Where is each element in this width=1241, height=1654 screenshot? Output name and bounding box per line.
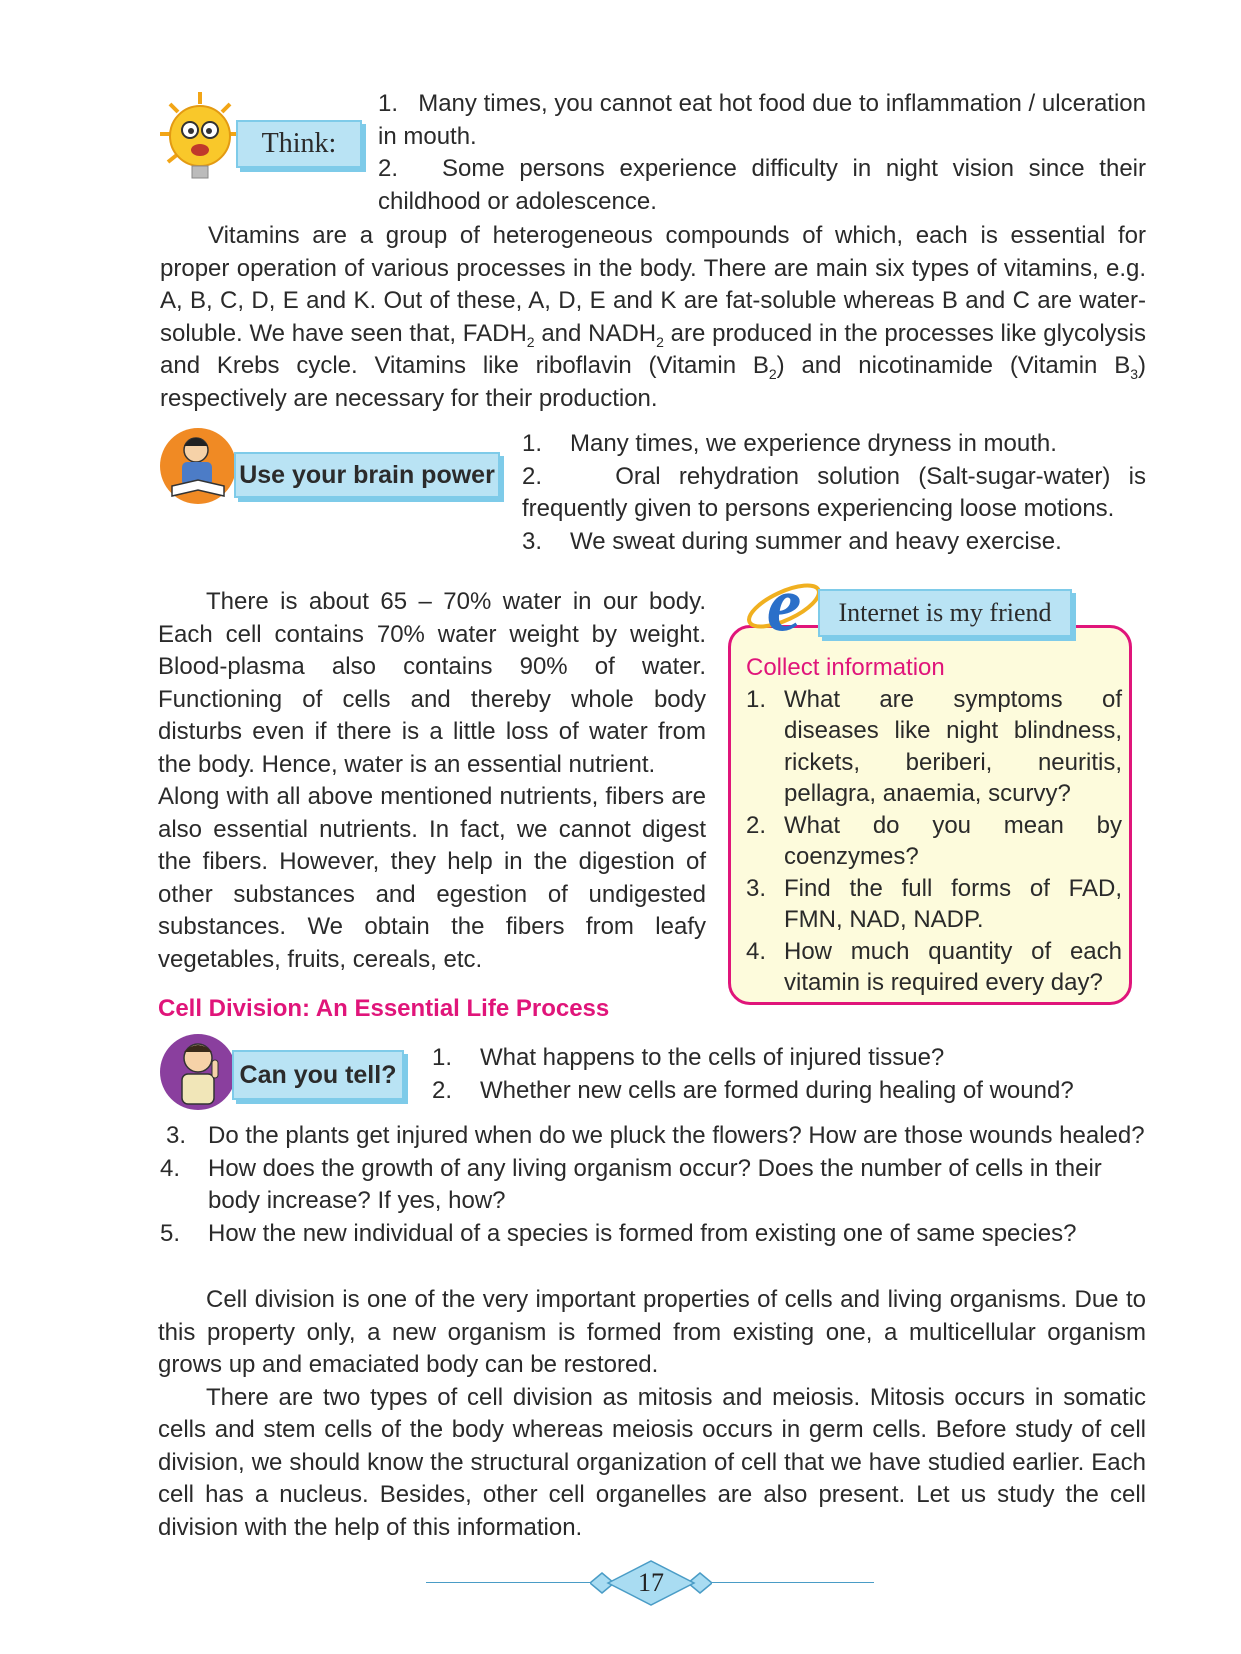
list-item [746, 873, 1122, 936]
list-number: 2. [522, 462, 543, 490]
page-number: 17 [638, 1568, 664, 1597]
list-text: Some persons experience difficulty in night vision since their childhood or adolescence. [378, 155, 1146, 215]
brain-list [522, 428, 1146, 558]
list-item [160, 1153, 1146, 1218]
list-item [160, 1218, 1146, 1251]
think-label: Think: [236, 120, 362, 168]
list-number: 4. [746, 937, 767, 965]
subscript: 2 [656, 333, 664, 350]
list-text: Many times, you cannot eat hot food due to inflammation / ulceration in mouth. [378, 90, 1146, 150]
list-number: 2. [378, 155, 399, 182]
list-number: 3. [166, 1122, 187, 1149]
list-number: 1. [522, 430, 543, 457]
list-text: How much quantity of each vitamin is required every day? [784, 937, 1122, 996]
think-item-2 [378, 153, 1146, 218]
collect-info-heading: Collect information [746, 654, 945, 681]
list-number: 2. [746, 811, 767, 839]
footer-rule-left [426, 1582, 596, 1583]
list-text: We sweat during summer and heavy exercise. [570, 527, 1062, 555]
list-text: How does the growth of any living organism occur? Does the number of cells in their body increase? If yes, how? [208, 1154, 1102, 1214]
division-paragraph-1: Cell division is one of the very important properties of cells and living organisms. Due to this property only, a new organism is formed from existing one, a multicellular organism grows up and emaciated body can be restored. [158, 1286, 1146, 1378]
can-you-tell-label: Can you tell? [232, 1050, 404, 1100]
text-run: are produced in the processes like glycolysis and Krebs cycle. Vitamins like riboflavin (Vitamin B [160, 319, 1147, 379]
list-text: Oral rehydration solution (Salt-sugar-water) is frequently given to persons experiencing loose motions. [522, 462, 1146, 522]
list-number: 5. [160, 1219, 181, 1247]
list-number: 3. [522, 527, 543, 555]
text-run: ) and nicotinamide (Vitamin B [776, 352, 1131, 379]
fiber-paragraph: Along with all above mentioned nutrients, fibers are also essential nutrients. In fact, we cannot digest the fibers. However, they help in the digestion of other substances and egestion of undigested substances. We obtain the fibers from leafy vegetables, fruits, cereals, etc. [158, 783, 706, 973]
list-item [746, 684, 1122, 810]
list-number: 3. [746, 874, 767, 902]
list-number: 1. [432, 1044, 453, 1071]
list-item [522, 428, 1146, 461]
brain-power-label: Use your brain power [234, 452, 500, 498]
water-column [158, 586, 706, 976]
subscript: 2 [526, 333, 535, 350]
internet-list [746, 652, 1122, 999]
list-text: What do you mean by coenzymes? [784, 811, 1122, 870]
list-text: Do the plants get injured when do we pluck the flowers? How are those wounds healed? [208, 1122, 1145, 1149]
section-heading: Cell Division: An Essential Life Process [158, 995, 610, 1022]
internet-friend-label: Internet is my friend [818, 589, 1072, 637]
list-text: Find the full forms of FAD, FMN, NAD, NADP. [784, 874, 1122, 933]
think-sun-icon [158, 90, 242, 182]
text-run: ) respectively are necessary for their production. [160, 352, 1147, 412]
student-reading-icon [158, 424, 240, 506]
list-number: 4. [160, 1154, 181, 1182]
list-number: 1. [378, 90, 399, 117]
list-item [432, 1042, 1146, 1075]
list-item [746, 936, 1122, 999]
list-item [746, 810, 1122, 873]
vitamins-paragraph [160, 220, 1146, 415]
tell-side-list [432, 1042, 1146, 1107]
list-number: 2. [432, 1076, 453, 1104]
water-paragraph: There is about 65 – 70% water in our body. Each cell contains 70% water weight by weight. Blood-plasma also contains 90% of water. Functioning of cells and thereby whole body disturbs even if there is a little loss of water from the body. Hence, water is an essential nutrient. [158, 588, 706, 778]
think-list [378, 88, 1146, 218]
text-run: and NADH [534, 319, 657, 347]
list-text: Many times, we experience dryness in mouth. [570, 430, 1057, 457]
page-number-badge [590, 1560, 712, 1606]
list-item [432, 1075, 1146, 1108]
subscript: 2 [768, 365, 777, 382]
list-item [160, 1120, 1146, 1153]
icon-letter: e [766, 566, 802, 647]
list-number: 1. [746, 685, 767, 713]
text-run: Vitamins are a group of heterogeneous compounds of which, each is essential for proper operation of various processes in the body. There are main six types of vitamins, e.g. A, B, C, D, E and K. Out of these, A, D, E and K are fat-soluble whereas B and C are water-soluble. We have seen that, FADH [160, 222, 1146, 347]
division-paragraph-2: There are two types of cell division as mitosis and meiosis. Mitosis occurs in somatic cells and stem cells of the body whereas meiosis occurs in germ cells. Before study of cell division, we should know the structural organization of cell that we have studied earlier. Each cell has a nucleus. Besides, other cell organelles are also present. Let us study the cell division with the help of this information. [158, 1383, 1146, 1541]
list-item [522, 461, 1146, 526]
footer-rule-right [708, 1582, 874, 1583]
list-text: What happens to the cells of injured tissue? [480, 1044, 945, 1071]
list-text: What are symptoms of diseases like night blindness, rickets, beriberi, neuritis, pellagra, anaemia, scurvy? [784, 685, 1122, 807]
list-item [522, 526, 1146, 559]
think-item-1 [378, 88, 1146, 153]
subscript: 3 [1130, 365, 1139, 382]
internet-explorer-icon [742, 566, 824, 648]
list-text: How the new individual of a species is formed from existing one of same species? [208, 1219, 1077, 1247]
list-text: Whether new cells are formed during healing of wound? [480, 1076, 1074, 1104]
boy-pointing-icon [158, 1030, 238, 1112]
cell-division-text [158, 1284, 1146, 1544]
tell-full-list [160, 1120, 1146, 1250]
